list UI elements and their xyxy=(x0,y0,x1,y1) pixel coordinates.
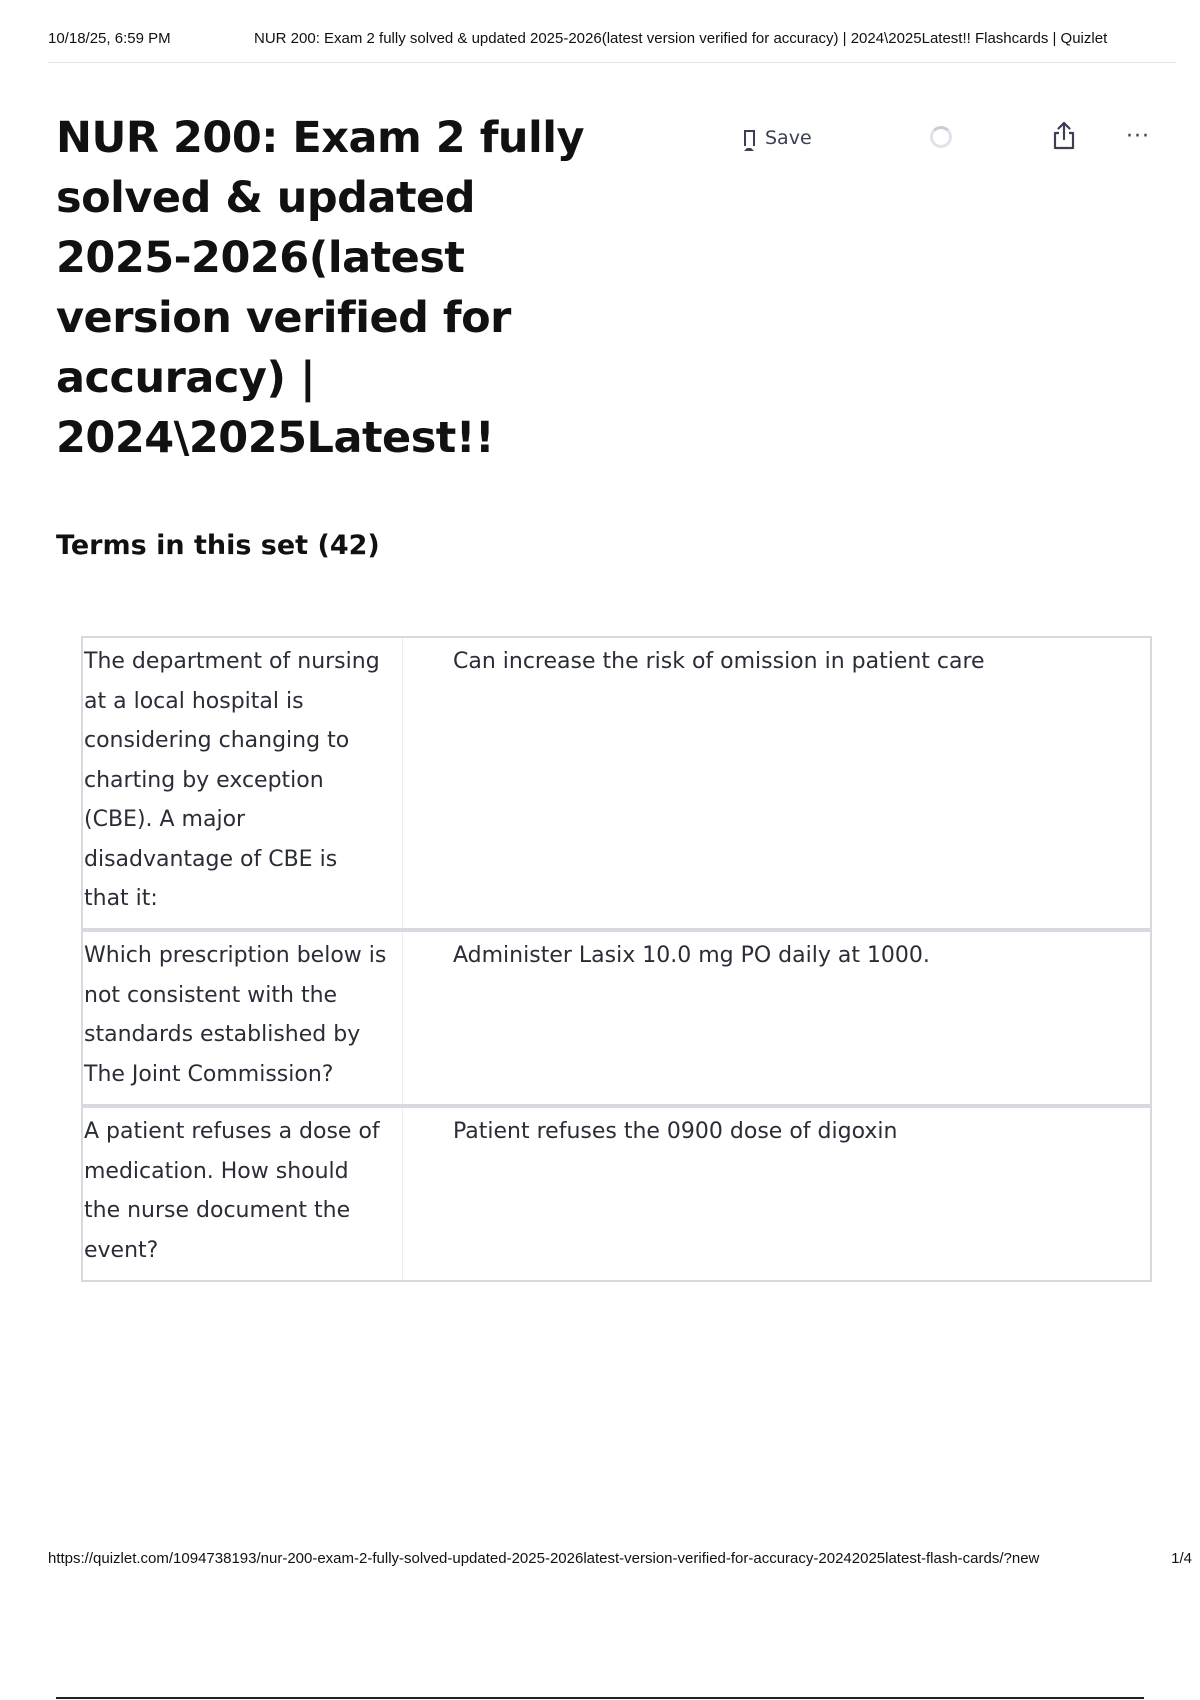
term-text: The department of nursing at a local hospital is considering changing to charting by exception (CBE). A major disadvantage of CBE is that it: xyxy=(83,638,403,928)
term-text: Which prescription below is not consistent with the standards established by The Joint Commission? xyxy=(83,932,403,1104)
more-dots-icon: ··· xyxy=(1126,123,1150,149)
definition-text: Administer Lasix 10.0 mg PO daily at 1000. xyxy=(453,943,930,968)
set-toolbar xyxy=(740,118,1180,162)
print-header xyxy=(48,30,1176,63)
print-doc-title: NUR 200: Exam 2 fully solved & updated 2025-2026(latest version verified for accuracy) | 2024\2025Latest!! Flashcards | Quizlet xyxy=(254,30,1108,47)
spinner-icon xyxy=(930,126,952,148)
save-label: Save xyxy=(765,127,812,149)
term-text: A patient refuses a dose of medication. How should the nurse document the event? xyxy=(83,1108,403,1280)
print-datetime: 10/18/25, 6:59 PM xyxy=(48,30,171,47)
save-button[interactable] xyxy=(740,122,816,154)
divider xyxy=(56,1697,1144,1699)
terms-heading: Terms in this set (42) xyxy=(56,530,380,561)
term-card[interactable] xyxy=(81,930,1152,1106)
term-card[interactable] xyxy=(81,636,1152,930)
definition-text: Patient refuses the 0900 dose of digoxin xyxy=(453,1119,898,1144)
print-url: https://quizlet.com/1094738193/nur-200-exam-2-fully-solved-updated-2025-2026latest-version-verified-for-accuracy-20242025latest-flash-cards/?new xyxy=(48,1550,1040,1567)
term-card[interactable] xyxy=(81,1106,1152,1282)
definition-text: Can increase the risk of omission in patient care xyxy=(453,649,985,674)
share-icon xyxy=(1046,118,1082,154)
terms-list xyxy=(81,636,1152,1282)
more-options-button[interactable] xyxy=(1118,118,1158,154)
page-number: 1/4 xyxy=(1171,1550,1192,1567)
page-title: NUR 200: Exam 2 fully solved & updated 2025-2026(latest version verified for accuracy) | 2024\2025Latest!! xyxy=(56,113,585,463)
share-button[interactable] xyxy=(1046,118,1082,154)
bookmark-icon xyxy=(744,130,755,146)
